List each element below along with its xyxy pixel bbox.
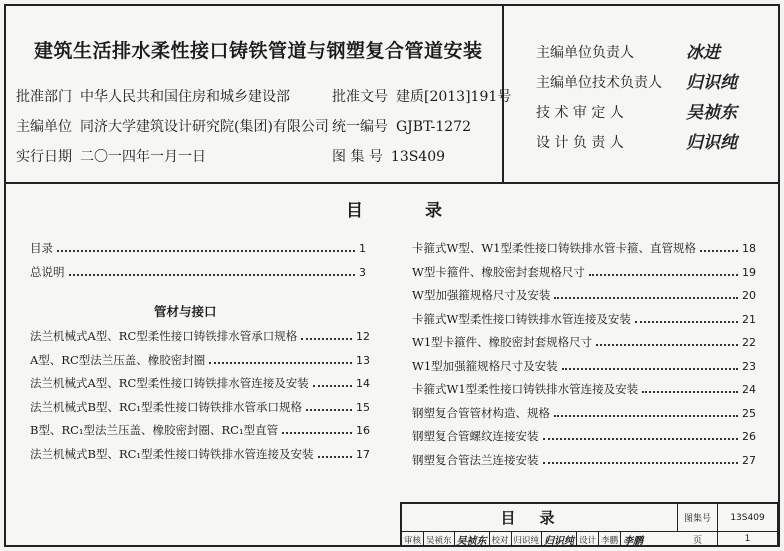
leader-dots — [635, 313, 738, 323]
atlas-no-value: 13S409 — [390, 149, 446, 165]
leader-dots — [589, 266, 738, 276]
approval-doc-row — [332, 86, 511, 106]
signature-label: 主编单位技术负责人 — [536, 75, 662, 91]
toc-entry-title: 卡箍式W型、W1型柔性接口铸铁排水管卡箍、直管规格 — [412, 241, 696, 255]
toc-entry-page: 1 — [359, 242, 366, 255]
signature-label: 技 术 审 定 人 — [536, 105, 624, 121]
atlas-no-value: 13S409 — [718, 504, 778, 532]
toc-entry[interactable] — [412, 428, 756, 452]
toc-entry-page: 16 — [356, 424, 370, 437]
effective-date-value: 二〇一四年一月一日 — [80, 149, 206, 165]
approval-dept-label: 批准部门 — [16, 89, 72, 105]
toc-entry-page: 26 — [742, 430, 756, 443]
signature-row — [536, 42, 720, 63]
toc-entry-page: 23 — [742, 359, 756, 373]
approval-doc-value: 建质[2013]191号 — [396, 89, 512, 105]
toc-entry[interactable] — [412, 334, 756, 358]
leader-dots — [282, 424, 352, 434]
toc-entry-title: 法兰机械式A型、RC型柔性接口铸铁排水管承口规格 — [30, 329, 298, 343]
toc-entry-title: B型、RC₁型法兰压盖、橡胶密封圈、RC₁型直管 — [30, 423, 279, 437]
toc-entry-title: W型加强箍规格尺寸及安装 — [412, 288, 551, 302]
toc-entry-title: 目录 — [30, 241, 53, 255]
toc-entry-page: 24 — [742, 383, 756, 396]
leader-dots — [313, 377, 352, 387]
toc-entry[interactable] — [412, 381, 756, 405]
handwritten-signature: 吴祯东 — [686, 103, 737, 123]
toc-entry-title: 钢塑复合管法兰连接安装 — [412, 452, 539, 467]
reviewer-name: 吴祯东 — [424, 532, 455, 547]
atlas-title: 建筑生活排水柔性接口铸铁管道与钢塑复合管道安装 — [34, 40, 483, 62]
toc-entry[interactable] — [412, 405, 756, 429]
signature-strip — [402, 532, 678, 547]
toc-entry[interactable] — [30, 240, 366, 264]
approval-dept-value: 中华人民共和国住房和城乡建设部 — [80, 89, 290, 105]
toc-entry[interactable] — [412, 287, 756, 311]
checker-name: 归识纯 — [512, 532, 543, 547]
designer-signature: 李鹏 — [623, 536, 644, 547]
editor-unit-label: 主编单位 — [16, 119, 72, 135]
toc-entry-page: 19 — [742, 265, 756, 279]
toc-entry-title: 法兰机械式B型、RC₁型柔性接口铸铁排水管连接及安装 — [30, 446, 314, 461]
leader-dots — [318, 448, 352, 458]
toc-entry-page: 17 — [356, 447, 370, 461]
toc-entry-page: 12 — [356, 330, 370, 343]
toc-entry[interactable] — [30, 328, 370, 352]
checker-signature: 归识纯 — [542, 532, 577, 547]
signature-row — [536, 132, 737, 153]
leader-dots — [642, 383, 738, 393]
toc-entry-title: W1型加强箍规格尺寸及安装 — [412, 358, 558, 373]
toc-entry-title: 钢塑复合管螺纹连接安装 — [412, 429, 539, 443]
toc-entry-page: 20 — [742, 289, 756, 302]
leader-dots — [209, 354, 352, 364]
toc-entry[interactable] — [30, 399, 370, 423]
signature-row — [536, 72, 737, 93]
leader-dots — [554, 407, 738, 417]
unified-no-value: GJBT-1272 — [396, 119, 471, 135]
unified-no-row — [332, 116, 471, 136]
toc-entry-page: 14 — [356, 377, 370, 390]
page-label: 页 — [678, 532, 718, 547]
toc-entry-page: 15 — [356, 400, 370, 414]
toc-entry[interactable] — [412, 311, 756, 335]
toc-entry-title: W1型卡箍件、橡胶密封套规格尺寸 — [412, 335, 593, 349]
page-number: 1 — [718, 532, 778, 547]
designer-name: 李鹏 — [599, 532, 621, 547]
leader-dots — [596, 336, 738, 346]
handwritten-signature: 归识纯 — [686, 73, 737, 93]
title-block-title: 目录 — [402, 504, 678, 532]
toc-left-top — [30, 240, 366, 287]
check-label: 校对 — [490, 532, 512, 547]
toc-entry-page: 25 — [742, 406, 756, 420]
toc-entry-page: 22 — [742, 336, 756, 349]
editor-unit-row — [16, 116, 329, 136]
toc-entry-title: 法兰机械式A型、RC型柔性接口铸铁排水管连接及安装 — [30, 376, 309, 390]
toc-left — [30, 328, 370, 469]
section-heading: 管材与接口 — [154, 304, 217, 319]
leader-dots — [543, 454, 739, 464]
toc-entry-title: 总说明 — [30, 264, 65, 279]
toc-entry-title: 卡箍式W1型柔性接口铸铁排水管连接及安装 — [412, 382, 639, 396]
signature-label: 设 计 负 责 人 — [536, 135, 624, 151]
toc-entry[interactable] — [412, 264, 756, 288]
reviewer-signature: 吴祯东 — [455, 532, 490, 547]
review-label: 审核 — [402, 532, 424, 547]
toc-entry-title: 卡箍式W型柔性接口铸铁排水管连接及安装 — [412, 311, 631, 326]
handwritten-signature: 冰进 — [686, 43, 720, 63]
unified-no-label: 统一编号 — [332, 119, 388, 135]
toc-entry[interactable] — [30, 264, 366, 288]
atlas-no-row — [332, 146, 445, 166]
leader-dots — [306, 401, 352, 411]
toc-entry-page: 27 — [742, 453, 756, 467]
effective-date-row — [16, 146, 206, 166]
toc-entry[interactable] — [30, 375, 370, 399]
leader-dots — [69, 266, 356, 276]
toc-entry[interactable] — [30, 446, 370, 470]
design-label: 设计 — [577, 532, 599, 547]
signature-row — [536, 102, 737, 123]
header-block — [6, 6, 778, 184]
signature-label: 主编单位负责人 — [536, 45, 634, 61]
leader-dots — [301, 330, 352, 340]
leader-dots — [700, 242, 738, 252]
handwritten-signature: 归识纯 — [686, 133, 737, 153]
effective-date-label: 实行日期 — [16, 149, 72, 165]
approval-dept-row — [16, 86, 290, 106]
leader-dots — [543, 430, 739, 440]
atlas-no-label: 图集号 — [678, 504, 718, 532]
leader-dots — [57, 242, 355, 252]
toc-entry-title: A型、RC型法兰压盖、橡胶密封圈 — [30, 352, 206, 367]
toc-entry[interactable] — [412, 240, 756, 264]
toc-entry-title: W型卡箍件、橡胶密封套规格尺寸 — [412, 264, 585, 279]
toc-right — [412, 240, 756, 475]
atlas-no-label: 图 集 号 — [332, 149, 383, 165]
toc-entry-title: 法兰机械式B型、RC₁型柔性接口铸铁排水管承口规格 — [30, 399, 303, 414]
editor-unit-value: 同济大学建筑设计研究院(集团)有限公司 — [80, 119, 329, 135]
toc-entry-page: 13 — [356, 353, 370, 367]
toc-entry-page: 18 — [742, 242, 756, 255]
toc-title: 目录 — [346, 201, 504, 221]
header-info — [6, 6, 512, 182]
toc-entry-page: 21 — [742, 312, 756, 326]
toc-entry-title: 钢塑复合管管材构造、规格 — [412, 405, 550, 420]
leader-dots — [562, 360, 738, 370]
leader-dots — [554, 289, 738, 299]
approval-doc-label: 批准文号 — [332, 89, 388, 105]
title-block — [400, 502, 778, 547]
toc-entry-page: 3 — [359, 265, 366, 279]
toc-entry[interactable] — [30, 352, 370, 376]
drawing-sheet — [4, 4, 780, 547]
toc-entry[interactable] — [412, 358, 756, 382]
toc-entry[interactable] — [30, 422, 370, 446]
toc-entry[interactable] — [412, 452, 756, 476]
